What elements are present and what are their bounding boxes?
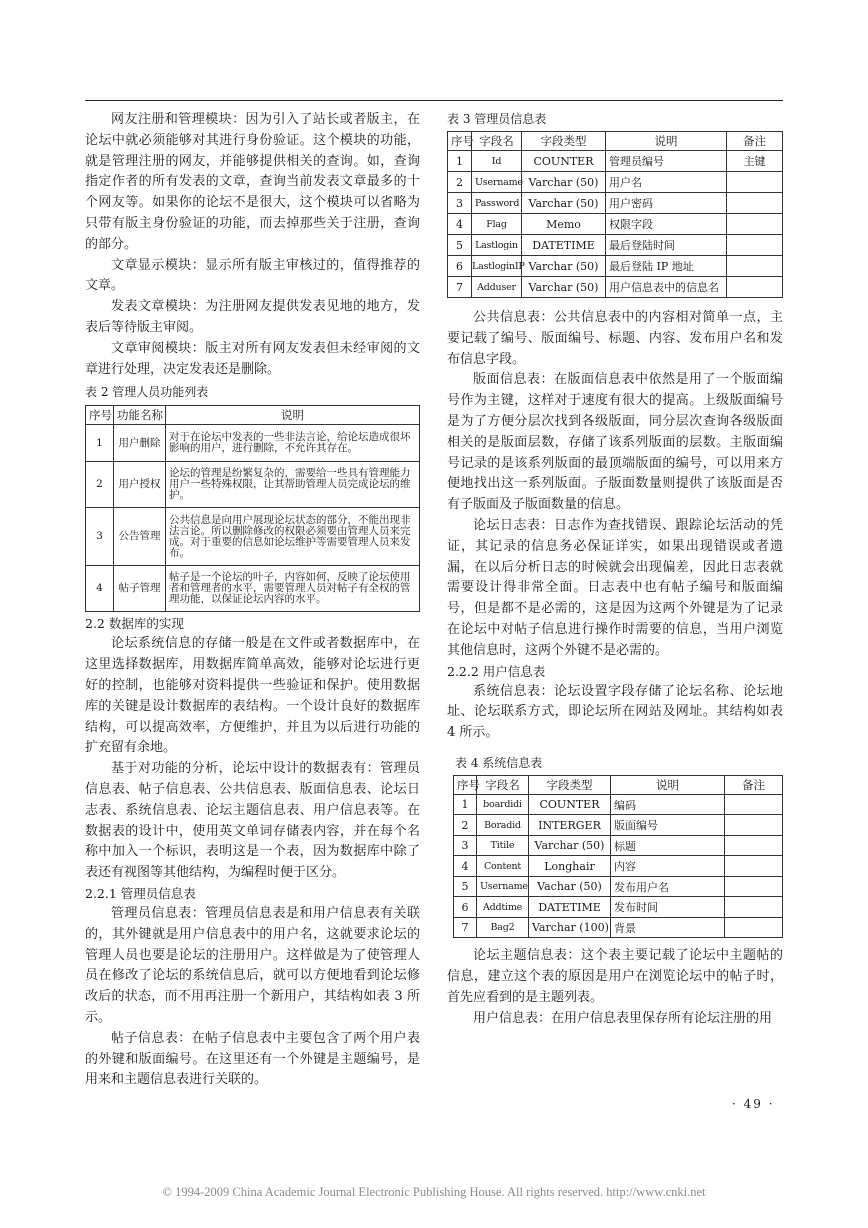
header-rule	[85, 100, 783, 101]
table-cell: 1	[448, 151, 472, 172]
table-cell: 公告管理	[114, 508, 166, 566]
section-heading: 2.2.2 用户信息表	[447, 663, 546, 679]
table-row	[86, 508, 420, 566]
table-cell: 6	[448, 256, 472, 277]
section-heading: 2.2 数据库的实现	[85, 616, 184, 632]
section-heading: 2.2.1 管理员信息表	[85, 885, 196, 901]
table-cell: 5	[454, 876, 477, 897]
table-cell: COUNTER	[522, 151, 606, 172]
table-cell: Longhair	[529, 856, 611, 877]
table-cell: 发布时间	[611, 897, 725, 918]
table-header: 备注	[725, 775, 783, 794]
table-row	[86, 566, 420, 612]
table-cell	[727, 256, 783, 277]
paragraph: 公共信息表：公共信息表中的内容相对简单一点，主要记载了编号、版面编号、标题、内容、发布用户名和发布信息字段。	[447, 310, 783, 367]
paragraph: 系统信息表：论坛设置字段存储了论坛名称、论坛地址、论坛联系方式，即论坛所在网站及网址。其结构如表 4 所示。	[447, 683, 783, 741]
table-header: 字段名	[472, 132, 522, 151]
table-cell: 2	[448, 172, 472, 193]
table-row	[86, 462, 420, 508]
table-cell	[725, 876, 783, 897]
table-cell: Adduser	[472, 277, 522, 298]
table-row	[86, 425, 420, 462]
table-cell: 帖子管理	[114, 566, 166, 612]
table-cell: Boradid	[477, 815, 529, 836]
table-cell: 1	[86, 425, 114, 462]
table-header: 序号	[454, 775, 477, 794]
table-cell	[727, 235, 783, 256]
paragraph: 网友注册和管理模块：因为引入了站长或者版主，在论坛中就必须能够对其进行身份验证。这个模块的功能，就是管理注册的网友，并能够提供相关的查询。如，查询指定作者的所有发表的文章，查询当前发表文章最多的十个网友等。如果你的论坛不是很大，这个模块可以省略为只带有版主身份验证的功能，而去掉那些关于注册，查询的部分。	[85, 112, 420, 252]
table-row	[448, 277, 783, 298]
table-cell: 4	[454, 856, 477, 877]
table-row	[454, 815, 783, 836]
table-cell	[725, 917, 783, 938]
page-number: · 49 ·	[732, 1097, 775, 1111]
table-row	[448, 256, 783, 277]
table-cell: 发布用户名	[611, 876, 725, 897]
table-cell: 2	[454, 815, 477, 836]
table-header: 说明	[606, 132, 727, 151]
table-cell: 用户删除	[114, 425, 166, 462]
table-cell: 最后登陆时间	[606, 235, 727, 256]
table-cell	[727, 172, 783, 193]
table-cell: 3	[86, 508, 114, 566]
table-cell: 编码	[611, 794, 725, 815]
table-cell: Varchar (50)	[522, 172, 606, 193]
table-cell: 1	[454, 794, 477, 815]
table-cell: 主键	[727, 151, 783, 172]
table-cell: DATETIME	[529, 897, 611, 918]
table-header: 功能名称	[114, 406, 166, 425]
table-cell: 7	[448, 277, 472, 298]
table-cell	[727, 277, 783, 298]
paragraph: 文章审阅模块：版主对所有网友发表但未经审阅的文章进行处理，决定发表还是删除。	[85, 340, 420, 377]
table-cell	[727, 214, 783, 235]
table-cell	[725, 794, 783, 815]
table-row	[448, 193, 783, 214]
paragraph: 版面信息表：在版面信息表中依然是用了一个版面编号作为主键，这样对于速度有很大的提高。上级版面编号是为了方便分层次找到各级版面，同分层次查询各级版面相关的是版面层数，存储了该系列版面的层数。主版面编号记录的是该系列版面的最顶端版面的编号，可以用来方便地找出这一系列版面。子版面数量则提供了该版面是否有子版面及子版面数量的信息。	[447, 372, 783, 513]
table-cell: Varchar (50)	[522, 277, 606, 298]
paragraph: 论坛日志表：日志作为查找错误、跟踪论坛活动的凭证，其记录的信息务必保证详实，如果出现错误或者遗漏，在以后分析日志的时候就会出现偏差，因此日志表就需要设计得非常全面。日志表中也有帖子编号和版面编号，但是都不是必需的，这是因为这两个外键是为了记录在论坛中对帖子信息进行操作时需要的信息，当用户浏览其他信息时，这两个外键不是必需的。	[447, 517, 783, 658]
paragraph: 文章显示模块：显示所有版主审核过的，值得推荐的文章。	[85, 257, 420, 294]
table-cell: 4	[86, 566, 114, 612]
table-header: 说明	[611, 775, 725, 794]
table-header: 字段名	[477, 775, 529, 794]
table-cell: 内容	[611, 856, 725, 877]
table-cell: 帖子是一个论坛的叶子，内容如何，反映了论坛使用者和管理者的水平，需要管理人员对帖子有全权的管理功能，以保证论坛内容的水平。	[166, 566, 420, 612]
table-cell: 标题	[611, 835, 725, 856]
table-cell: LastloginIP	[472, 256, 522, 277]
table-row	[454, 876, 783, 897]
table-row	[454, 794, 783, 815]
table-cell: INTERGER	[529, 815, 611, 836]
table-cell: 3	[454, 835, 477, 856]
table-cell: 4	[448, 214, 472, 235]
table-cell: Varchar (50)	[522, 193, 606, 214]
table-header: 备注	[727, 132, 783, 151]
table-cell: Titile	[477, 835, 529, 856]
table-cell: 论坛的管理是纷繁复杂的，需要给一些具有管理能力用户一些特殊权限，让其帮助管理人员完成论坛的维护。	[166, 462, 420, 508]
table-cell: Varchar (50)	[529, 835, 611, 856]
table-header: 字段类型	[522, 132, 606, 151]
table-cell: Username	[477, 876, 529, 897]
table-row	[448, 214, 783, 235]
table3-caption: 表 3 管理员信息表	[447, 112, 547, 126]
table-header: 说明	[166, 406, 420, 425]
table-cell: 对于在论坛中发表的一些非法言论，给论坛造成很坏影响的用户，进行删除，不允许其存在。	[166, 425, 420, 462]
paragraph: 论坛系统信息的存储一般是在文件或者数据库中，在这里选择数据库，用数据库简单高效，能够对论坛进行更好的控制，也能够对资料提供一些验证和保护。使用数据库的关键是设计数据库的表结构。一个设计良好的数据库结构，可以提高效率，方便维护，并且为以后进行功能的扩充留有余地。	[85, 636, 420, 756]
table-row	[454, 897, 783, 918]
table-cell	[725, 897, 783, 918]
table-cell: 用户授权	[114, 462, 166, 508]
table-cell: 5	[448, 235, 472, 256]
table-cell: 最后登陆 IP 地址	[606, 256, 727, 277]
table-cell: 用户名	[606, 172, 727, 193]
table-cell	[725, 815, 783, 836]
table-cell: 2	[86, 462, 114, 508]
table-cell: Varchar (100)	[529, 917, 611, 938]
table-cell: 3	[448, 193, 472, 214]
table-cell	[725, 835, 783, 856]
table-cell: Id	[472, 151, 522, 172]
table-cell: Flag	[472, 214, 522, 235]
table-cell: 用户密码	[606, 193, 727, 214]
paragraph: 管理员信息表：管理员信息表是和用户信息表有关联的，其外键就是用户信息表中的用户名，这就要求论坛的管理人员也要是论坛的注册用户。这样做是为了使管理人员在修改了论坛的系统信息后，就可以方便地看到论坛修改后的状态，而不用再注册一个新用户，其结构如表 3 所示。	[85, 905, 420, 1025]
table-row	[448, 151, 783, 172]
paragraph: 发表文章模块：为注册网友提供发表见地的地方，发表后等待版主审阅。	[85, 299, 420, 335]
table4-wrapper	[447, 775, 783, 939]
table4	[453, 775, 783, 939]
table-row	[448, 172, 783, 193]
table-row	[454, 856, 783, 877]
table-cell	[725, 856, 783, 877]
table-cell: DATETIME	[522, 235, 606, 256]
table-cell: Addtime	[477, 897, 529, 918]
table-header: 序号	[448, 132, 472, 151]
table2	[85, 405, 420, 612]
table-row	[454, 835, 783, 856]
table-cell: Memo	[522, 214, 606, 235]
table-row	[454, 917, 783, 938]
table-cell: 管理员编号	[606, 151, 727, 172]
table-cell: Lastlogin	[472, 235, 522, 256]
table-row	[448, 235, 783, 256]
table-cell: Username	[472, 172, 522, 193]
table-cell	[727, 193, 783, 214]
paragraph: 基于对功能的分析，论坛中设计的数据表有：管理员信息表、帖子信息表、公共信息表、版面信息表、论坛日志表、系统信息表、论坛主题信息表、用户信息表等。在数据表的设计中，使用英文单词存储表内容，并在每个名称中加入一个标识，表明这是一个表，因为数据库中除了表还有视图等其他结构，为编程时便于区分。	[85, 761, 420, 881]
table-cell: 公共信息是向用户展现论坛状态的部分，不能出现非法言论。所以删除修改的权限必须要由管理人员来完成。对于重要的信息如论坛维护等需要管理人员来发布。	[166, 508, 420, 566]
table-cell: Password	[472, 193, 522, 214]
table-cell: Vachar (50)	[529, 876, 611, 897]
paragraph: 帖子信息表：在帖子信息表中主要包含了两个用户表的外键和版面编号。在这里还有一个外键是主题编号，是用来和主题信息表进行关联的。	[85, 1030, 420, 1088]
table4-caption: 表 4 系统信息表	[455, 755, 543, 770]
table3	[447, 131, 783, 298]
table-cell: 6	[454, 897, 477, 918]
table-header: 序号	[86, 406, 114, 425]
table-cell: Varchar (50)	[522, 256, 606, 277]
paragraph: 用户信息表：在用户信息表里保存所有论坛注册的用	[473, 1010, 773, 1026]
table-cell: 7	[454, 917, 477, 938]
table-header: 字段类型	[529, 775, 611, 794]
paragraph: 论坛主题信息表：这个表主要记载了论坛中主题帖的信息，建立这个表的原因是用户在浏览论坛中的帖子时，首先应看到的是主题列表。	[447, 948, 783, 1006]
table-cell: boardidi	[477, 794, 529, 815]
table-cell: Bag2	[477, 917, 529, 938]
left-column	[85, 110, 420, 1091]
table-cell: 用户信息表中的信息名	[606, 277, 727, 298]
copyright-footer: © 1994-2009 China Academic Journal Electronic Publishing House. All rights reserved. http://www.cnki.net	[162, 1185, 706, 1199]
table-cell: 权限字段	[606, 214, 727, 235]
table2-caption: 表 2 管理人员功能列表	[85, 385, 209, 400]
right-column	[447, 110, 783, 1030]
table-cell: 版面编号	[611, 815, 725, 836]
table-cell: Content	[477, 856, 529, 877]
table-cell: COUNTER	[529, 794, 611, 815]
table-cell: 背景	[611, 917, 725, 938]
